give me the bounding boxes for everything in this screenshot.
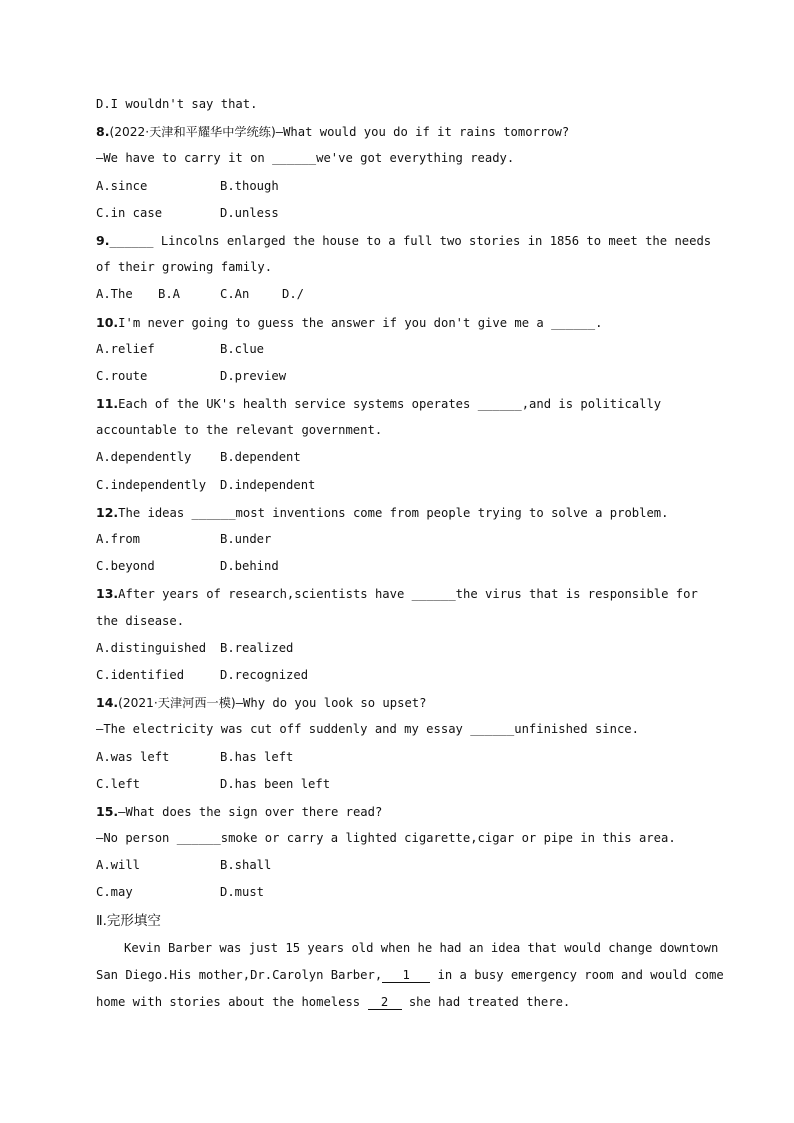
option-c: C.independently	[96, 477, 207, 492]
passage-text: in a busy emergency room and would come	[430, 967, 724, 982]
question-8-options-cd	[96, 200, 706, 227]
question-text: —What does the sign over there read?	[118, 804, 383, 819]
question-8-options-ab	[96, 173, 706, 200]
question-9-text-cont: of their growing family.	[96, 260, 273, 275]
question-11	[96, 390, 706, 417]
question-12-options-ab	[96, 526, 706, 553]
option-d: D.unless	[220, 205, 279, 220]
question-text: I'm never going to guess the answer if you don't give me a ______.	[118, 315, 603, 330]
question-11-options-cd	[96, 472, 706, 499]
option-b: B.under	[220, 532, 272, 546]
passage-text: Kevin Barber was just 15 years old when he had an idea that would change downtown	[124, 940, 719, 955]
question-9	[96, 227, 712, 254]
option-c: C.beyond	[96, 559, 155, 574]
option-b: B.realized	[220, 640, 294, 655]
question-8	[96, 118, 706, 145]
question-source: (2022·天津和平耀华中学统练)	[109, 125, 276, 140]
question-13-options-cd	[96, 662, 706, 689]
question-15	[96, 798, 706, 825]
option-c: C.left	[96, 776, 141, 791]
option-d: D./	[282, 287, 305, 302]
question-number: 10.	[96, 314, 119, 330]
question-10	[96, 309, 706, 336]
question-14-options-cd	[96, 771, 706, 798]
section-title: Ⅱ.完形填空	[96, 912, 161, 929]
question-15-reply: —No person ______smoke or carry a lighted cigarette,cigar or pipe in this area.	[96, 831, 676, 846]
question-10-options-ab	[96, 336, 706, 363]
question-12-options-cd	[96, 553, 706, 580]
question-text: ______ Lincolns enlarged the house to a full two stories in 1856 to meet the needs	[109, 233, 712, 248]
question-12	[96, 499, 706, 526]
option-a: A.distinguished	[96, 640, 207, 655]
option-c: C.identified	[96, 667, 185, 682]
option-d: D.preview	[220, 368, 287, 383]
question-11-options-ab	[96, 444, 706, 471]
option-a: A.was left	[96, 749, 170, 764]
question-14	[96, 689, 706, 716]
passage-line-2	[96, 962, 724, 989]
option-a: A.from	[96, 532, 141, 546]
passage-text: San Diego.His mother,Dr.Carolyn Barber,	[96, 967, 383, 982]
option-d: D.recognized	[220, 667, 309, 682]
cloze-blank-1: 1	[382, 969, 430, 983]
question-source: (2021·天津河西一模)	[118, 696, 236, 711]
question-8-reply: —We have to carry it on ______we've got everything ready.	[96, 151, 515, 166]
question-15-options-cd	[96, 879, 706, 906]
question-11-text-cont: accountable to the relevant government.	[96, 423, 383, 438]
question-15-options-ab	[96, 852, 706, 879]
question-14-options-ab	[96, 744, 706, 771]
question-number: 15.	[96, 803, 119, 819]
question-text: Each of the UK's health service systems operates ______,and is politically	[118, 397, 662, 412]
option-c: C.route	[96, 368, 148, 383]
option-d: D.has been left	[220, 776, 331, 791]
option-d-q7: D.I wouldn't say that.	[96, 97, 258, 111]
option-d: D.independent	[220, 477, 316, 492]
question-text: After years of research,scientists have ______the virus that is responsible for	[118, 587, 698, 602]
passage-line-1	[96, 935, 719, 962]
option-d: D.behind	[220, 559, 279, 574]
exercise-content	[96, 91, 724, 1016]
option-b: B.dependent	[220, 450, 301, 465]
question-13	[96, 580, 706, 607]
option-a: A.since	[96, 178, 148, 193]
question-14-reply: —The electricity was cut off suddenly and my essay ______unfinished since.	[96, 722, 639, 737]
question-text: —Why do you look so upset?	[235, 696, 427, 711]
question-text: —What would you do if it rains tomorrow?	[275, 125, 570, 140]
option-a: A.will	[96, 858, 141, 873]
option-a: A.dependently	[96, 450, 192, 465]
option-b: B.shall	[220, 858, 272, 873]
option-a: A.relief	[96, 341, 155, 356]
question-number: 13.	[96, 586, 119, 602]
question-10-options-cd	[96, 363, 706, 390]
question-number: 12.	[96, 504, 119, 520]
question-13-options-ab	[96, 635, 706, 662]
option-c: C.An	[220, 287, 250, 302]
question-number: 11.	[96, 396, 119, 412]
question-number: 9.	[96, 232, 110, 248]
option-b: B.A	[158, 287, 181, 302]
option-d: D.must	[220, 885, 265, 900]
option-b: B.has left	[220, 749, 294, 764]
option-c: C.in case	[96, 205, 163, 220]
question-9-options	[96, 281, 706, 308]
passage-text: she had treated there.	[401, 995, 571, 1009]
passage-text: home with stories about the homeless	[96, 995, 368, 1009]
option-b: B.clue	[220, 341, 265, 356]
passage-line-3	[96, 989, 706, 1016]
option-c: C.may	[96, 885, 133, 900]
option-b: B.though	[220, 178, 279, 193]
question-number: 14.	[96, 695, 119, 711]
question-number: 8.	[96, 124, 110, 140]
question-text: The ideas ______most inventions come from people trying to solve a problem.	[118, 505, 669, 520]
question-13-text-cont: the disease.	[96, 613, 185, 628]
option-a: A.The	[96, 287, 133, 302]
cloze-blank-2: 2	[368, 996, 402, 1010]
